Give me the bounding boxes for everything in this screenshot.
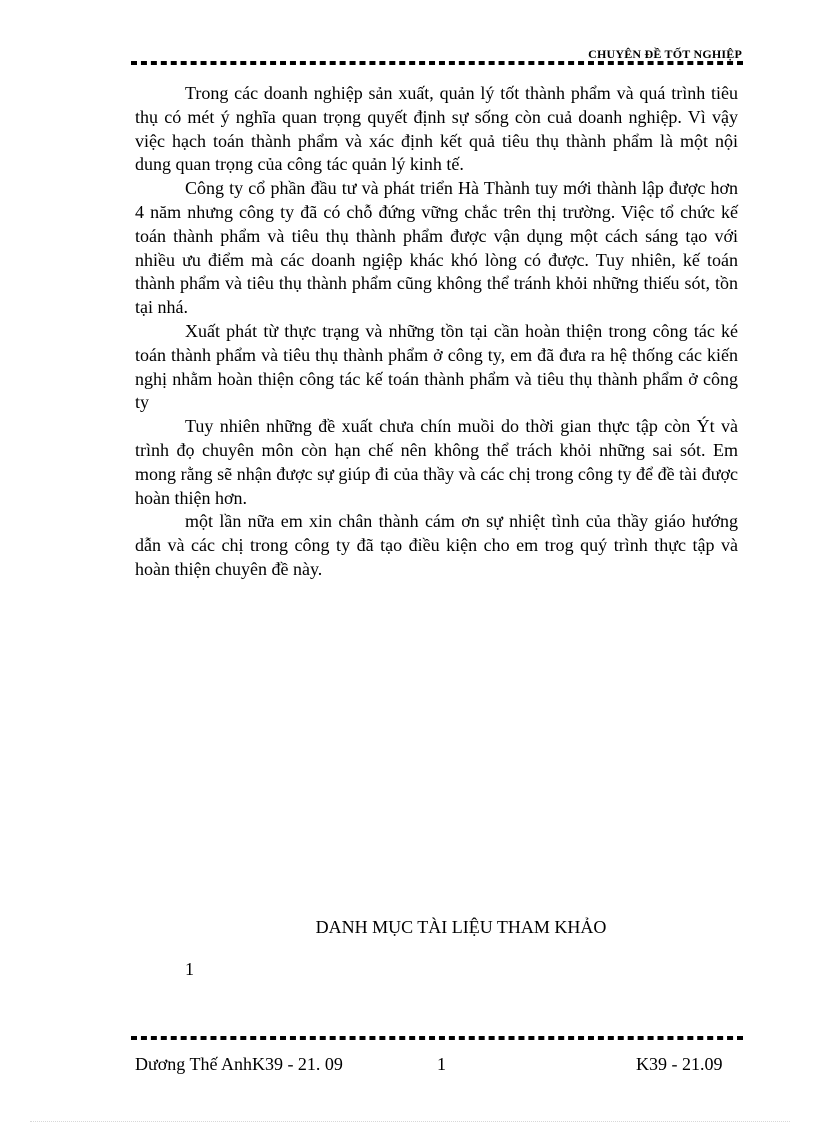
page-edge-dots	[30, 1121, 790, 1122]
reference-number: 1	[185, 959, 194, 979]
paragraph: một lần nữa em xin chân thành cám ơn sự nhiệt tình của thầy giáo hướng dẫn và các chị trong công ty đã tạo điều kiện cho em trog quý trình thực tập và hoàn thiện chuyên đề này.	[135, 511, 738, 579]
header-title: CHUYÊN ĐỀ TỐT NGHIỆP	[588, 47, 742, 61]
paragraph: Công ty cổ phần đầu tư và phát triển Hà Thành tuy mới thành lập được hơn 4 năm nhưng công ty đã có chỗ đứng vững chắc trên thị trường. Việc tổ chức kế toán thành phẩm và tiêu thụ thành phẩm được vận dụng một cách sáng tạo với nhiều ưu điểm mà các doanh ngiệp khác khó lòng có được. Tuy nhiên, kế toán thành phẩm và tiêu thụ thành phẩm cũng không thể tránh khỏi những thiếu sót, tồn tại nhá.	[135, 178, 738, 318]
paragraph: Trong các doanh nghiệp sản xuất, quản lý tốt thành phẩm và quá trình tiêu thụ có mét ý nghĩa quan trọng quyết định sự sống còn cuả doanh nghiệp. Vì vậy việc hạch toán thành phẩm và xác định kết quả tiêu thụ thành phẩm là một nội dung quan trọng của công tác quản lý kinh tế.	[135, 83, 738, 175]
references-title: DANH MỤC TÀI LIỆU THAM KHẢO	[315, 917, 607, 937]
footer-author: Dương Thế AnhK39 - 21. 09	[135, 1054, 343, 1074]
paragraph: Xuất phát từ thực trạng và những tồn tại cần hoàn thiện trong công tác ké toán thành phẩm và tiêu thụ thành phẩm ở công ty, em đã đưa ra hệ thống các kiến nghị nhằm hoàn thiện công tác kế toán thành phẩm và tiêu thụ thành phẩm ở công ty	[135, 320, 738, 413]
footer-page-number: 1	[437, 1054, 446, 1074]
footer-divider	[131, 1036, 743, 1040]
paragraph: Tuy nhiên những đề xuất chưa chín muồi do thời gian thực tập còn Ýt và trình đọ chuyên môn còn hạn chế nên không thể trách khỏi những sai sót. Em mong rằng sẽ nhận được sự giúp đi của thầy và các chị trong công ty để đề tài được hoàn thiện hơn.	[135, 416, 738, 508]
header-divider	[131, 61, 743, 65]
body-text	[135, 82, 738, 582]
footer-class: K39 - 21.09	[636, 1054, 723, 1074]
